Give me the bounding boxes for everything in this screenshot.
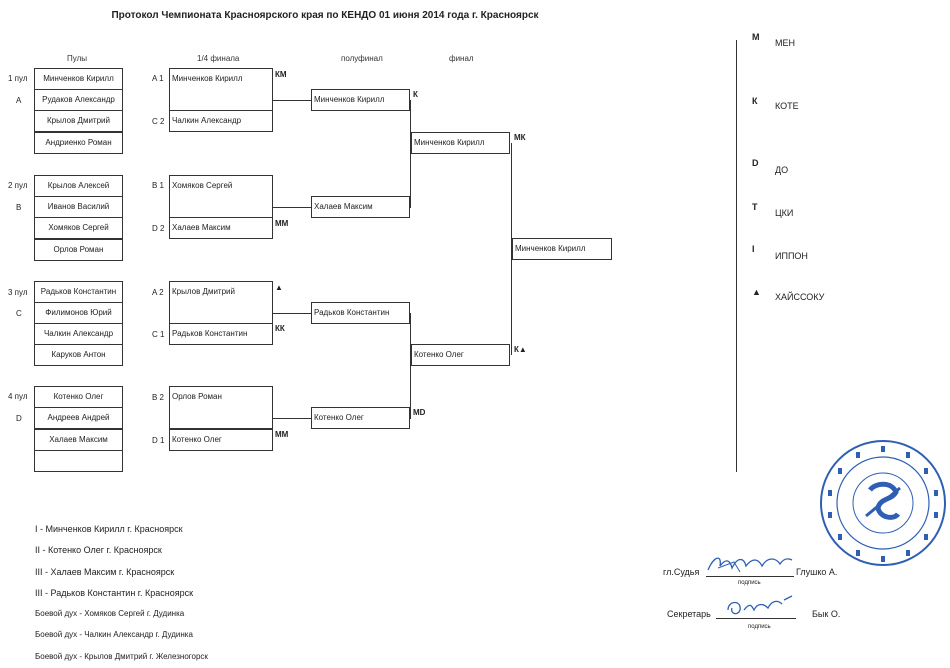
bracket-line [410,100,411,208]
pool-entry: Андриенко Роман [34,132,123,154]
legend-key: D [752,158,759,168]
qf-seed: D 2 [152,224,165,233]
pool-letter: B [16,203,22,212]
legend-key: Т [752,202,758,212]
pool-entry: Хомяков Сергей [34,217,123,239]
sf-entry: Котенко Олег [311,407,410,429]
pool-entry: Халаев Максим [34,429,123,451]
sf-mark: К [413,90,418,99]
sf-entry: Халаев Максим [311,196,410,218]
qf-mark: ММ [275,219,289,228]
result-line: Боевой дух - Хомяков Сергей г. Дудинка [35,609,185,618]
sf-entry: Минченков Кирилл [311,89,410,111]
final-mark: К▲ [514,345,527,354]
secretary-name: Бык О. [812,609,841,619]
bracket-line [273,418,312,419]
qf-seed: A 1 [152,74,164,83]
judge-name: Глушко А. [796,567,838,577]
legend-value: ИППОН [775,251,808,261]
qf-seed: B 2 [152,393,165,402]
judge-role: гл.Судья [663,567,700,577]
legend-key: К [752,96,758,106]
sf-entry: Радьков Константин [311,302,410,324]
qf-mark: КК [275,324,285,333]
pool-letter: C [16,309,22,318]
qf-entry: Халаев Максим [169,217,273,239]
secretary-role: Секретарь [667,609,711,619]
pool-entry: Иванов Василий [34,196,123,218]
legend-value: МЕН [775,38,795,48]
legend-value: КОТЕ [775,101,799,111]
legend-value: ЦКИ [775,208,794,218]
legend-key: I [752,244,755,254]
pool-entry: Рудаков Александр [34,89,123,111]
header-semifinals: полуфинал [341,54,383,63]
qf-mark: ММ [275,430,289,439]
pool-entry: Андреев Андрей [34,407,123,429]
pool-entry: Крылов Дмитрий [34,110,123,132]
qf-seed: C 1 [152,330,165,339]
qf-mark: ▲ [275,283,283,292]
bracket-line [273,207,312,208]
final-entry: Минченков Кирилл [411,132,510,154]
pool-entry: Котенко Олег [34,386,123,408]
pool-label: 1 пул [8,74,28,83]
qf-seed: B 1 [152,181,165,190]
pool-entry: Каруков Антон [34,344,123,366]
pool-label: 2 пул [8,181,28,190]
pool-entry: Минченков Кирилл [34,68,123,90]
bracket-line [273,100,312,101]
qf-spacer [169,196,273,218]
result-line: II - Котенко Олег г. Красноярск [35,545,162,555]
pool-letter: D [16,414,22,423]
pool-entry: Крылов Алексей [34,175,123,197]
qf-seed: A 2 [152,288,164,297]
sign-caption: подпись [738,580,761,586]
qf-mark: КМ [275,70,287,79]
pool-entry: Чалкин Александр [34,323,123,345]
bracket-line [273,313,312,314]
bracket-line [410,313,411,419]
qf-spacer [169,302,273,324]
result-line: I - Минченков Кирилл г. Красноярск [35,524,183,534]
qf-entry: Радьков Константин [169,323,273,345]
legend-key: ▲ [752,287,761,297]
qf-entry: Котенко Олег [169,429,273,451]
page-title: Протокол Чемпионата Красноярского края по КЕНДО 01 июня 2014 года г. Красноярск [111,10,539,21]
pool-entry: Филимонов Юрий [34,302,123,324]
qf-entry: Хомяков Сергей [169,175,273,197]
header-quarterfinals: 1/4 финала [197,54,240,63]
qf-entry: Минченков Кирилл [169,68,273,90]
secretary-signature [722,592,802,620]
qf-seed: D 1 [152,436,165,445]
legend-divider [736,40,737,472]
result-line: Боевой дух - Чалкин Александр г. Дудинка [35,630,193,639]
legend-key: М [752,32,760,42]
result-line: III - Халаев Максим г. Красноярск [35,567,175,577]
qf-spacer [169,89,273,111]
legend-value: ДО [775,165,789,175]
legend-value: ХАЙССОКУ [775,292,825,302]
pool-entry: Радьков Константин [34,281,123,303]
qf-spacer [169,407,273,429]
qf-entry: Крылов Дмитрий [169,281,273,303]
organization-stamp [818,438,948,568]
qf-entry: Орлов Роман [169,386,273,408]
pool-entry: Орлов Роман [34,239,123,261]
final-entry: Котенко Олег [411,344,510,366]
sf-mark: МD [413,408,426,417]
judge-signature [704,548,794,578]
header-final: финал [449,54,474,63]
result-line: III - Радьков Константин г. Красноярск [35,588,194,598]
pool-label: 3 пул [8,288,28,297]
qf-entry: Чалкин Александр [169,110,273,132]
sign-caption: подпись [748,624,771,630]
result-line: Боевой дух - Крылов Дмитрий г. Железногорск [35,652,208,661]
pool-label: 4 пул [8,392,28,401]
header-pools: Пулы [67,54,87,63]
final-mark: МК [514,133,526,142]
pool-entry [34,450,123,472]
champion-box: Минченков Кирилл [512,238,612,260]
qf-seed: C 2 [152,117,165,126]
pool-letter: A [16,96,22,105]
